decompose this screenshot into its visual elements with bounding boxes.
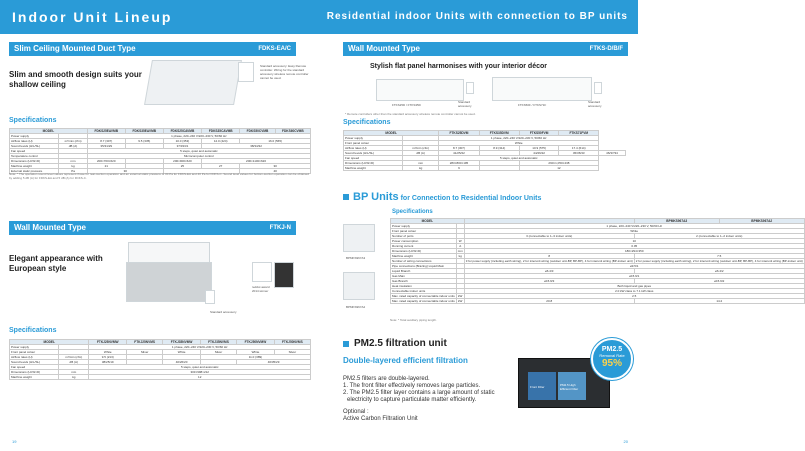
section-title: Slim Ceiling Mounted Duct Type <box>14 44 136 53</box>
table-cell: 7.5 <box>634 254 804 259</box>
table-cell: 303×998×212 <box>89 370 311 375</box>
column-header: FDKS35EAVMB <box>125 129 163 134</box>
column-header: FTKJ50NVMS <box>274 340 310 345</box>
table-cell: 46/37/34 <box>599 151 626 156</box>
spec-table-fdks <box>9 128 311 174</box>
table-cell: Airflow rates (H) <box>344 146 403 151</box>
table-cell: White <box>237 350 275 355</box>
table-cell: Microcomputer control <box>87 154 310 159</box>
bp-note: Note: * Total auxiliary piping length. <box>390 318 437 322</box>
reddot-award-logo <box>252 262 272 282</box>
table-cell: kg <box>456 254 464 259</box>
table-cell: 180×294×350 <box>464 249 804 254</box>
table-cell: 41/25/22 <box>439 151 479 156</box>
duct-unit-image <box>144 60 242 105</box>
table-cell: 10.0 (353) <box>163 139 201 144</box>
pm-description <box>343 376 495 423</box>
table-cell: m³/min (cfm) <box>59 355 89 360</box>
table-cell: ø6.4/2 <box>634 269 804 274</box>
accessory-note: Standard accessory: Easy Remote controller. Wiring for the standard accessory wireless remote controller cannot be used. <box>260 64 309 80</box>
bp-title-rest: for Connection to Residential Indoor Units <box>398 195 542 202</box>
table-cell: Pa <box>59 169 87 174</box>
column-header: FTKJ25NVMW <box>89 340 127 345</box>
table-cell: mm <box>59 370 89 375</box>
page-number-left: 19 <box>12 439 17 444</box>
table-cell: 46/35/29 <box>237 360 311 365</box>
table-cell: kg <box>59 164 87 169</box>
footnote: Note: * The operation sound level values represent those for rear-suction operation and an external static pressure of 30 Pa for FDKS-EA and 40 Pa for FDKS-C. Sound level values for bottom-suction operation can be obtained by adding 5 dB (A) for FDKS-EA and 5 dB (A) for FDKS-C. <box>9 172 309 180</box>
table-cell: 45/36/33 <box>559 151 599 156</box>
spec-title: Specifications <box>9 327 57 334</box>
table-cell: 9.5 (335) <box>125 139 163 144</box>
table-cell: mm <box>59 159 87 164</box>
table-cell: 5 steps, quiet and automatic <box>87 149 310 154</box>
table-cell: 3 for power supply (including earth wiring), 2 for interunit wiring (outdoor unit-BP, BP-BP), 4 for interunit wiring (BP-indoor unit) <box>465 259 633 263</box>
column-header: MODEL <box>10 340 89 345</box>
spec-title: Specifications <box>392 209 433 215</box>
spec-table-ftks <box>343 130 626 171</box>
remote-controller-image <box>466 82 474 94</box>
front-filter-label: Front Filter <box>530 385 545 389</box>
table-cell: 17.4 (614) <box>559 146 599 151</box>
table-cell: 0.05 <box>464 244 804 249</box>
table-cell: kg <box>59 375 89 380</box>
table-cell: Front panel colour <box>391 229 457 234</box>
table-cell: Power supply <box>344 136 403 141</box>
table-cell: 3 (connectable to 1–3 indoor units) <box>464 234 634 239</box>
table-cell: Airflow rates (H) <box>10 355 59 360</box>
table-cell: ø15.9/3 <box>464 279 634 284</box>
page-header <box>0 0 638 34</box>
spec-table-bp <box>390 218 805 304</box>
column-header: FDKS25CAVMB <box>163 129 201 134</box>
table-cell: White <box>163 350 201 355</box>
accessory-label: Standard accessory <box>210 310 237 314</box>
column-header: FTKS35DVM <box>479 131 519 136</box>
column-header: MODEL <box>391 219 465 224</box>
table-cell: 200×700×620 <box>87 159 125 164</box>
column-header: BPMKS967A2 <box>719 219 804 224</box>
table-cell: Machine weight <box>391 254 457 259</box>
table-cell: 30 <box>240 164 311 169</box>
table-cell: White <box>464 229 804 234</box>
table-cell: Dimensions (H×W×D) <box>10 370 59 375</box>
bp-image-label: BPMKS967A3 <box>346 256 366 260</box>
table-cell: Heat insulation <box>391 284 457 289</box>
spec-table-ftkj <box>9 339 311 380</box>
table-cell: 2 for power supply (including earth wiring), 2 for interunit wiring (outdoor unit-BP, BP-BP), 4 for interunit wiring (BP-indoor unit) <box>635 259 803 263</box>
table-cell: ø15.9/1 <box>464 274 804 279</box>
column-header: MODEL <box>344 131 439 136</box>
table-cell: mm <box>403 161 439 166</box>
table-cell: Pipe connections (Brazing) Liquid Main <box>391 264 457 269</box>
table-cell: kW <box>458 294 463 298</box>
table-cell: 40 <box>240 169 311 174</box>
section-bar-ftks <box>343 42 628 56</box>
table-cell: 16.0 (565) <box>240 139 311 144</box>
table-cell: dB (A) <box>59 360 89 365</box>
table-cell: 2 (connectable to 1–2 indoor units) <box>634 234 804 239</box>
pm-line: electricity to capture particulate matter efficiently. <box>347 397 477 403</box>
column-header: MODEL <box>10 129 88 134</box>
pm-line: PM2.5 filters are double-layered. <box>343 376 430 382</box>
bp-unit-image-a3 <box>343 224 375 252</box>
spec-title: Specifications <box>9 117 57 124</box>
table-cell: 14.2 <box>634 299 804 304</box>
table-cell: Dimensions (H×W×D) <box>344 161 403 166</box>
table-cell: 44/26/22 <box>519 151 559 156</box>
pm-title: PM2.5 filtration unit <box>354 338 447 349</box>
table-cell: Gas Main <box>391 274 457 279</box>
table-cell: Running current <box>391 244 457 249</box>
table-cell: 38/25/19 <box>89 360 127 365</box>
column-header: FDKS50CVMB <box>240 129 275 134</box>
headline: Stylish flat panel harmonises with your interior décor <box>370 63 547 70</box>
table-cell: Fan speed <box>10 365 59 370</box>
table-cell: Machine weight <box>10 375 59 380</box>
table-cell: 1 phase, 220–240 V/220–230 V, 50/60 Hz <box>89 345 311 350</box>
table-cell: 1 phase, 220–240 V/220–230 V, 50/60 Hz <box>464 224 804 229</box>
wall-unit-image-silver <box>126 262 212 302</box>
table-cell: 27 <box>202 164 240 169</box>
table-cell: ø9.5/1 <box>464 264 804 269</box>
section-title: Wall Mounted Type <box>348 44 420 53</box>
table-cell: Power supply <box>391 224 457 229</box>
ftks-unit-image-small <box>376 79 464 101</box>
headline: Slim and smooth design suits your shallow ceiling <box>9 70 142 89</box>
column-header: FTKS25DVM <box>439 131 479 136</box>
table-cell: 10 <box>464 239 804 244</box>
bp-title-main: BP Units <box>353 191 399 203</box>
pm-subtitle: Double-layered efficient filtration <box>343 356 468 365</box>
table-cell: kW <box>458 299 463 303</box>
table-cell: Silver <box>200 350 236 355</box>
column-header: FDKS35CAVMB <box>202 129 240 134</box>
table-cell: 1 phase, 220–240 V/220–230 V, 50/60 Hz <box>87 134 310 139</box>
table-cell: Dimensions (H×W×D) <box>10 159 59 164</box>
table-cell: W <box>456 239 464 244</box>
bp-unit-image-a2 <box>343 272 375 300</box>
table-cell: Airflow rates (H) <box>10 139 59 144</box>
pm-line: Active Carbon Filtration Unit <box>343 416 418 422</box>
badge-value: 95% <box>601 358 622 369</box>
table-cell: 2.0 kW class to 7.1 kW class <box>464 289 804 294</box>
pm-line: Optional : <box>343 409 369 415</box>
table-cell: dB (A) <box>59 144 87 149</box>
table-cell: 9 <box>439 166 479 171</box>
table-cell: Power supply <box>10 345 59 350</box>
ftks-unit-image-large <box>492 77 592 101</box>
model-code: FTKJ-N <box>269 225 291 231</box>
award-label: reddot award 2014 winner <box>252 285 270 293</box>
table-row <box>344 166 626 171</box>
pm-line: 2. The PM2.5 filter layer contains a large amount of static <box>343 390 495 396</box>
table-cell: Fan speed <box>10 149 59 154</box>
table-cell: 5 steps, quiet and automatic <box>89 365 311 370</box>
table-cell: Sound levels (H/L/SL) <box>10 144 59 149</box>
table-cell: Power supply <box>10 134 59 139</box>
column-header: FTKJ35NVMW <box>163 340 201 345</box>
bp-title <box>353 191 541 205</box>
table-cell: 200×900×620 <box>163 159 201 164</box>
table-cell: 30 <box>87 169 163 174</box>
pm-line: 1. The front filter effectively removes large particles. <box>343 383 481 389</box>
image-label: FTKS50F / FTKS71F <box>518 103 547 107</box>
table-cell: ø15.9/2 <box>634 279 804 284</box>
table-cell: 1 phase, 220–240 V/220–230 V, 50/60 Hz <box>439 136 599 141</box>
model-code: FDKS-EA/C <box>258 46 291 52</box>
table-cell: m³/min (cfm) <box>59 139 87 144</box>
table-cell: Machine weight <box>344 166 403 171</box>
column-header: FTKJ35NVMS <box>200 340 236 345</box>
table-cell: 8.9 (314) <box>479 146 519 151</box>
table-cell: Number of wiring connections <box>391 259 457 264</box>
table-cell: 290×1,050×238 <box>519 161 598 166</box>
image-label: Standard accessory <box>588 100 602 108</box>
header-subtitle: Residential indoor Units with connection to BP units <box>326 11 628 22</box>
column-header: FTKS50FVM <box>519 131 559 136</box>
table-cell: 2.5 <box>464 294 804 299</box>
table-cell: 12.0 (424) <box>202 139 240 144</box>
table-cell: White <box>439 141 599 146</box>
table-cell: 21 <box>87 164 125 169</box>
table-cell: 37/33/31 <box>163 144 201 149</box>
table-cell: 9.5 (213) <box>89 355 127 360</box>
page-number-right: 20 <box>623 439 628 444</box>
table-cell: m³/min (cfm) <box>403 146 439 151</box>
table-cell: 10.9 (575) <box>519 146 559 151</box>
section-marker <box>343 194 349 200</box>
table-cell: Silver <box>274 350 310 355</box>
table-cell: mm <box>457 249 463 253</box>
wireless-note: * Remote controllers other than the standard accessory wireless remote controller cannot be used. <box>345 112 476 116</box>
table-cell: Gas Branch <box>391 279 457 284</box>
table-cell: White <box>89 350 127 355</box>
table-cell: Power consumption <box>391 239 457 244</box>
award-badge <box>274 262 294 288</box>
section-bar-ftkj <box>9 221 296 235</box>
table-cell: Sound levels (H/L/SL) <box>344 151 403 156</box>
table-cell: Fan speed <box>344 156 403 161</box>
table-cell: Silver <box>127 350 163 355</box>
table-cell: Machine weight <box>10 164 59 169</box>
table-row <box>10 375 311 380</box>
table-cell <box>479 166 519 171</box>
table-cell: 25 <box>163 164 201 169</box>
image-label: Standard accessory <box>458 100 472 108</box>
table-cell: 38/34/32 <box>202 144 311 149</box>
table-cell: 40/26/20 <box>163 360 201 365</box>
column-header: FDKS25EAVMB <box>87 129 125 134</box>
table-cell: Liquid Branch <box>391 269 457 274</box>
image-label: FTKS25D / FTKS35D <box>392 103 421 107</box>
table-cell: 8.7 (307) <box>87 139 125 144</box>
table-cell: dB (A) <box>403 151 439 156</box>
pm-filter-label: PM2.5 High Efficient Filter <box>560 383 579 391</box>
table-cell: kg <box>403 166 439 171</box>
column-header: FTKS71FVM <box>559 131 599 136</box>
badge-top: PM2.5 <box>601 346 623 353</box>
header-title: Indoor Unit Lineup <box>12 9 173 25</box>
pm-removal-badge <box>591 338 633 380</box>
table-cell: 11.0 (389) <box>200 355 310 360</box>
table-cell: A <box>456 244 464 249</box>
table-cell: Front panel colour <box>344 141 403 146</box>
table-cell: 35/31/29 <box>87 144 125 149</box>
section-title: Wall Mounted Type <box>14 223 86 232</box>
table-row <box>391 299 805 304</box>
table-cell: Max. rated capacity of connectable indoor units <box>392 299 455 303</box>
remote-controller-image <box>205 290 215 304</box>
table-cell: 12 <box>89 375 311 380</box>
remote-controller-image <box>594 82 602 94</box>
table-cell: 8 <box>464 254 634 259</box>
table-cell: 12 <box>519 166 598 171</box>
column-header: FTKJ50NVMW <box>237 340 275 345</box>
table-cell: Number of ports <box>391 234 457 239</box>
column-header: BPMKS967A3 <box>634 219 719 224</box>
table-cell: Both liquid and gas pipes <box>464 284 804 289</box>
table-cell: 200×1100×620 <box>202 159 311 164</box>
badge-mid: Removal Rate <box>599 353 625 358</box>
table-cell: 8.7 (307) <box>439 146 479 151</box>
table-cell: Max. rated capacity of connectable indoor units <box>392 294 455 298</box>
table-cell: Front panel colour <box>10 350 59 355</box>
table-cell: 5 steps, quiet and automatic <box>439 156 599 161</box>
table-cell: 283×800×195 <box>439 161 479 166</box>
section-marker <box>343 341 349 347</box>
bp-image-label: BPMKS967A2 <box>346 305 366 309</box>
headline: Elegant appearance with European style <box>9 254 103 273</box>
section-bar-slim-duct <box>9 42 296 56</box>
table-cell: ø6.4/3 <box>464 269 634 274</box>
column-header: FTKJ25NVMS <box>127 340 163 345</box>
remote-controller-image <box>238 62 254 82</box>
table-cell: 20.8 <box>464 299 634 304</box>
spec-title: Specifications <box>343 119 391 126</box>
model-code: FTKS-D/B/F <box>589 46 623 52</box>
column-header: FDKS60CVMB <box>275 129 310 134</box>
table-cell: Connectable indoor units <box>391 289 457 294</box>
table-cell: External static pressure <box>10 169 59 174</box>
table-cell: Temperature control <box>10 154 59 159</box>
table-cell: Dimensions (H×W×D) <box>391 249 457 254</box>
table-cell: Sound levels (H/L/SL) <box>10 360 59 365</box>
